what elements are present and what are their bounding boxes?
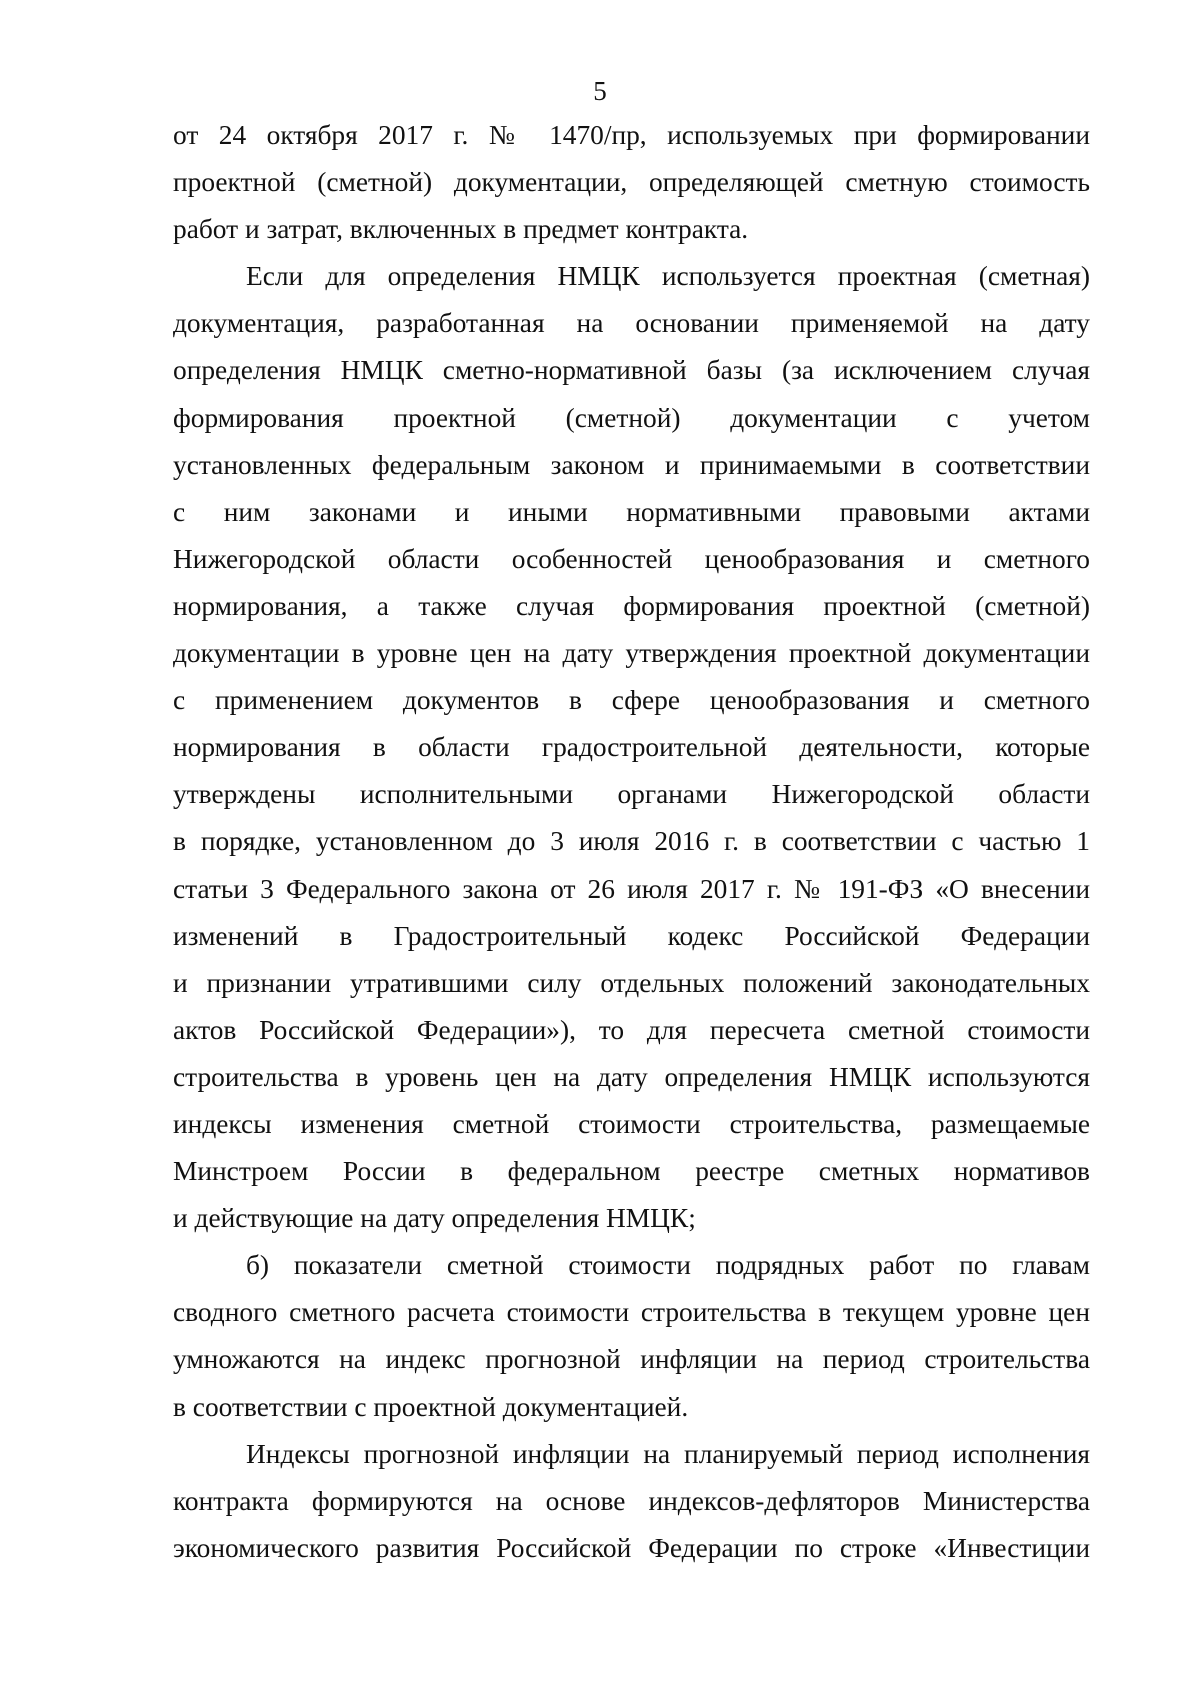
text-line: умножаются на индекс прогнозной инфляции на период строительства <box>173 1344 1090 1375</box>
text-line: изменений в Градостроительный кодекс Российской Федерации <box>173 920 1090 951</box>
text-line: экономического развития Российской Федерации по строке «Инвестиции <box>173 1532 1090 1563</box>
text-line: индексы изменения сметной стоимости строительства, размещаемые <box>173 1108 1090 1139</box>
text-line: нормирования, а также случая формирования проектной (сметной) <box>173 590 1090 621</box>
text-line: Индексы прогнозной инфляции на планируемый период исполнения <box>246 1438 1090 1469</box>
text-line: проектной (сметной) документации, определяющей сметную стоимость <box>173 167 1090 198</box>
document-body <box>173 112 1090 1572</box>
text-line: и признании утратившими силу отдельных положений законодательных <box>173 967 1090 998</box>
text-line: Если для определения НМЦК используется проектная (сметная) <box>246 261 1090 292</box>
text-line: в соответствии с проектной документацией. <box>173 1391 689 1422</box>
text-line: документация, разработанная на основании применяемой на дату <box>173 308 1090 339</box>
text-line: строительства в уровень цен на дату определения НМЦК используются <box>173 1061 1090 1092</box>
text-line: контракта формируются на основе индексов-дефляторов Министерства <box>173 1485 1090 1516</box>
text-line: работ и затрат, включенных в предмет контракта. <box>173 214 749 245</box>
text-line: в порядке, установленном до 3 июля 2016 г. в соответствии с частью 1 <box>173 826 1090 857</box>
text-line: документации в уровне цен на дату утверждения проектной документации <box>173 638 1090 669</box>
text-line: актов Российской Федерации»), то для пересчета сметной стоимости <box>173 1014 1090 1045</box>
text-line: и действующие на дату определения НМЦК; <box>173 1203 696 1234</box>
text-line: Минстроем России в федеральном реестре сметных нормативов <box>173 1156 1090 1187</box>
text-line: с применением документов в сфере ценообразования и сметного <box>173 685 1090 716</box>
text-line: Нижегородской области особенностей ценообразования и сметного <box>173 543 1090 574</box>
text-line: установленных федеральным законом и принимаемыми в соответствии <box>173 449 1090 480</box>
text-line: определения НМЦК сметно-нормативной базы (за исключением случая <box>173 355 1090 386</box>
text-line: б) показатели сметной стоимости подрядных работ по главам <box>246 1250 1090 1281</box>
text-line: сводного сметного расчета стоимости строительства в текущем уровне цен <box>173 1297 1090 1328</box>
text-line: с ним законами и иными нормативными правовыми актами <box>173 496 1090 527</box>
page-number: 5 <box>593 76 607 106</box>
text-line: статьи 3 Федерального закона от 26 июля 2017 г. № 191-ФЗ «О внесении <box>173 873 1090 904</box>
text-line: формирования проектной (сметной) документации с учетом <box>173 402 1090 433</box>
text-line: нормирования в области градостроительной деятельности, которые <box>173 732 1090 763</box>
text-line: утверждены исполнительными органами Нижегородской области <box>173 779 1090 810</box>
text-line: от 24 октября 2017 г. № 1470/пр, используемых при формировании <box>173 120 1090 150</box>
